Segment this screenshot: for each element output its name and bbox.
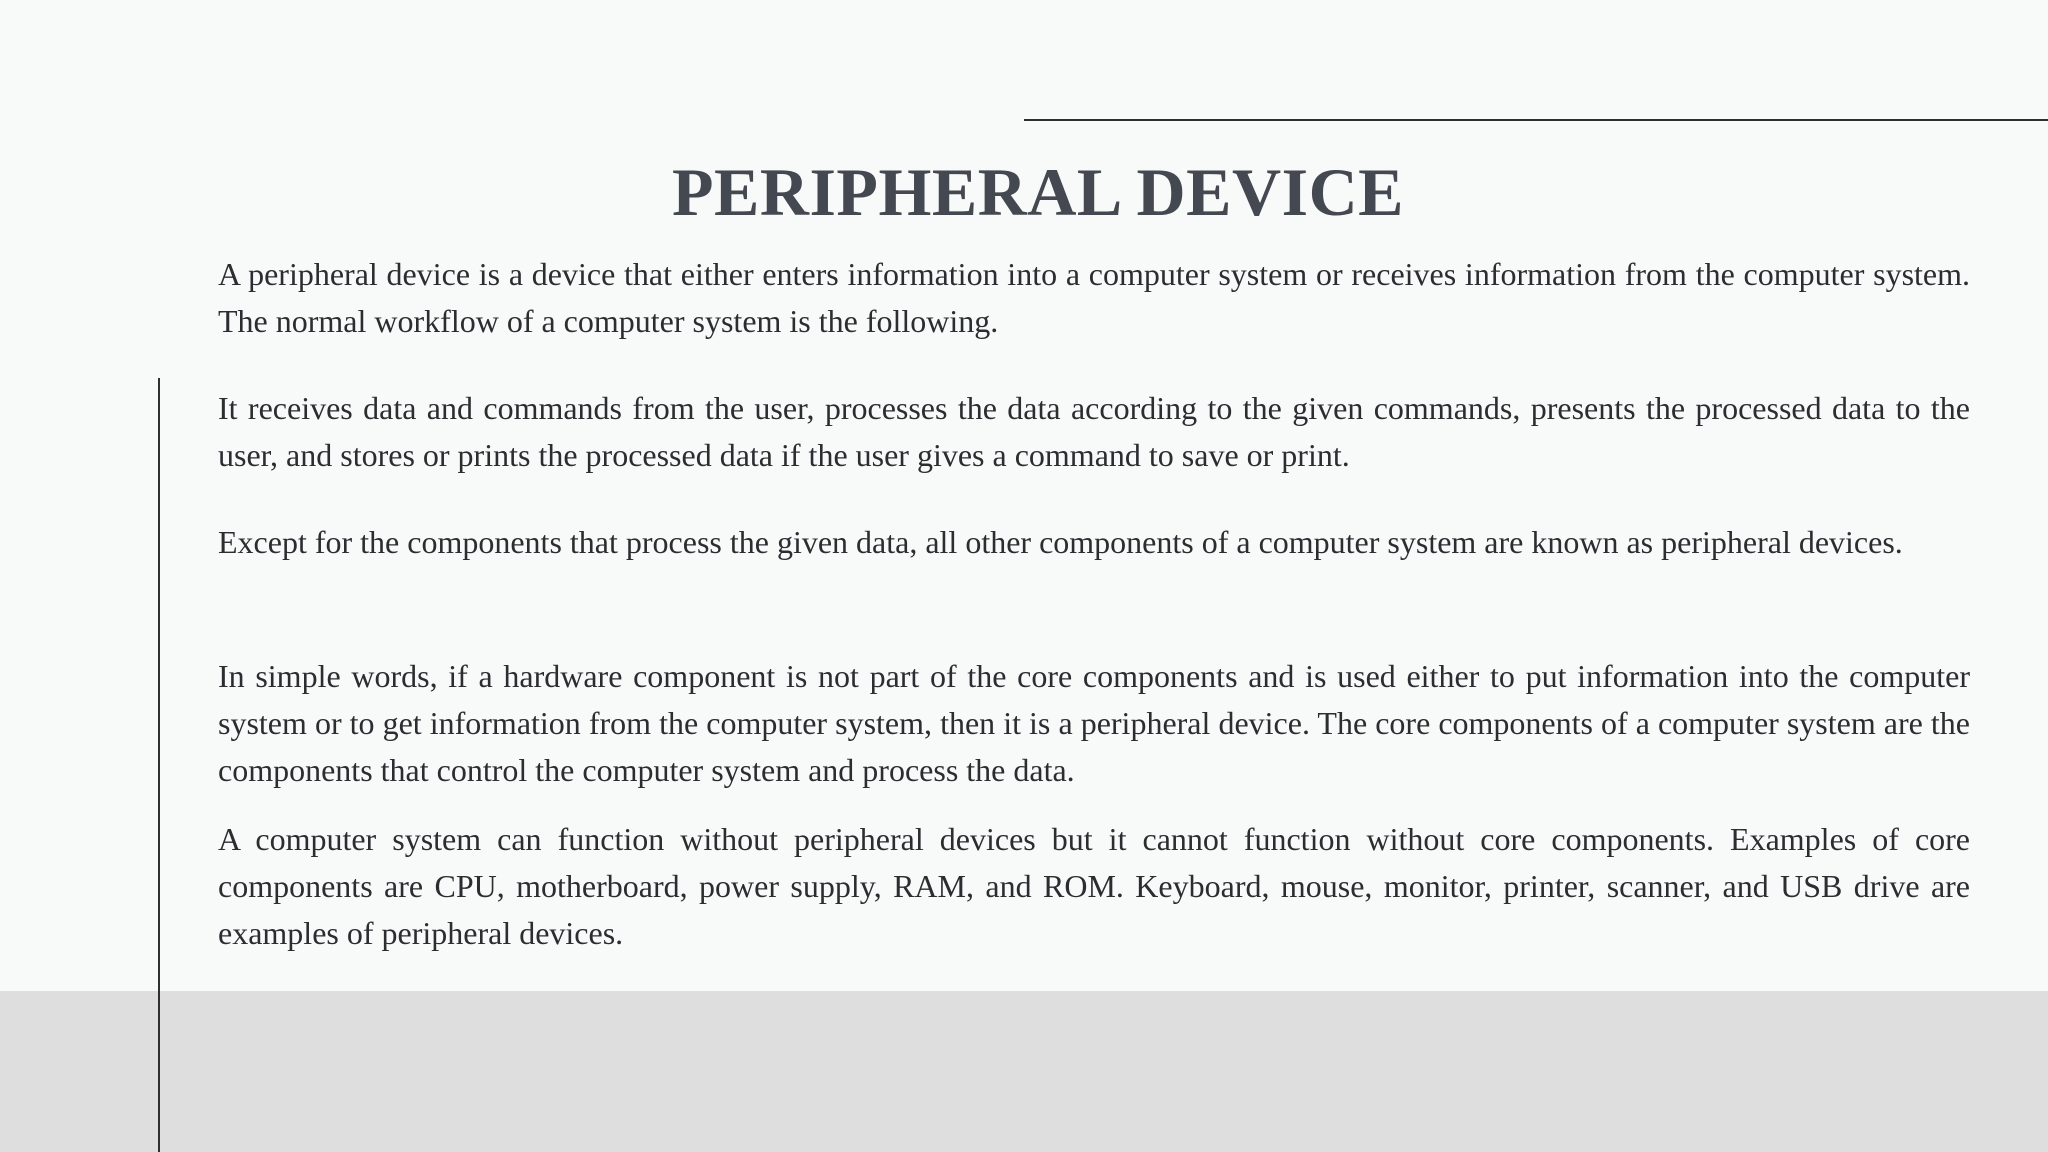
paragraph-other-components: Except for the components that process the given data, all other components of a computer system are known as peripheral devices.	[218, 524, 1903, 560]
paragraph-definition: A peripheral device is a device that either enters information into a computer system or receives information from the computer system. The normal workflow of a computer system is the following.	[218, 256, 1970, 339]
paragraph-workflow: It receives data and commands from the user, processes the data according to the given commands, presents the processed data to the user, and stores or prints the processed data if the user gives a command to save or print.	[218, 390, 1970, 473]
left-divider-line	[158, 378, 160, 1152]
top-divider-line	[1024, 119, 2048, 121]
paragraph-examples: A computer system can function without peripheral devices but it cannot function without core components. Examples of core components are CPU, motherboard, power supply, RAM, and ROM. Keyboard, mouse, monitor, printer, scanner, and USB drive are examples of peripheral devices.	[218, 821, 1970, 951]
paragraph-simple-words: In simple words, if a hardware component is not part of the core components and is used either to put information into the computer system or to get information from the computer system, then it is a peripheral device. The core components of a computer system are the components that control the computer system and process the data.	[218, 658, 1970, 788]
slide-title: PERIPHERAL DEVICE	[671, 154, 1405, 230]
bottom-band	[0, 991, 2048, 1152]
